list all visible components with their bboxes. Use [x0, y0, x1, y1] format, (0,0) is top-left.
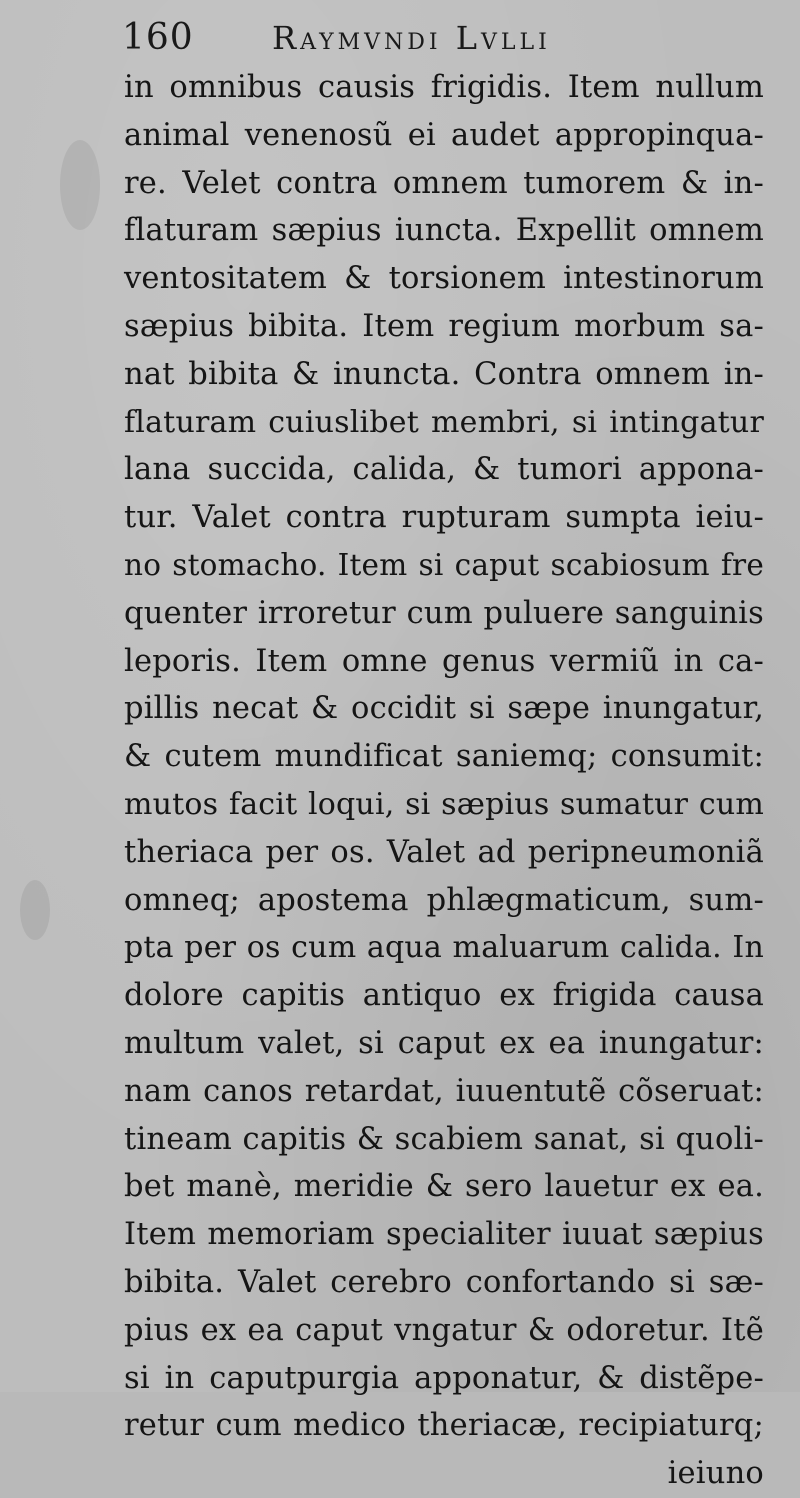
text-line: tineam capitis & scabiem sanat, si quoli- — [124, 1121, 764, 1157]
text-line: lana succida, calida, & tumori appona- — [124, 452, 764, 488]
text-line: retur cum medico theriacæ, recipiaturq; — [124, 1408, 764, 1444]
text-line: animal venenosũ ei audet appropinqua- — [124, 117, 764, 153]
text-line: quenter irroretur cum puluere sanguinis — [124, 595, 764, 631]
text-line: re. Velet contra omnem tumorem & in- — [124, 165, 764, 201]
text-line: omneq; apostema phlægmaticum, sum- — [124, 882, 764, 918]
text-line: pillis necat & occidit si sæpe inungatur, — [124, 691, 764, 727]
text-line: dolore capitis antiquo ex frigida causa — [124, 978, 764, 1014]
body-text — [124, 64, 764, 1498]
catchword: ieiuno — [667, 1456, 764, 1492]
text-line: pius ex ea caput vngatur & odoretur. Itẽ — [124, 1312, 764, 1348]
text-line: flaturam sæpius iuncta. Expellit omnem — [124, 213, 764, 249]
page-number: 160 — [122, 17, 194, 58]
text-line: bibita. Valet cerebro confortando si sæ- — [124, 1264, 764, 1300]
text-line: & cutem mundificat saniemq; consumit: — [124, 739, 764, 775]
text-line: in omnibus causis frigidis. Item nullum — [124, 70, 764, 105]
page-header — [122, 12, 762, 64]
paper-smudge — [20, 880, 50, 940]
text-line: tur. Valet contra rupturam sumpta ieiu- — [124, 500, 764, 536]
text-line: multum valet, si caput ex ea inungatur: — [124, 1025, 764, 1061]
text-line: theriaca per os. Valet ad peripneumoniã — [124, 834, 764, 870]
text-line: mutos facit loqui, si sæpius sumatur cum — [124, 786, 764, 822]
text-line: leporis. Item omne genus vermiũ in ca- — [124, 643, 764, 679]
text-line: Item memoriam specialiter iuuat sæpius — [124, 1217, 764, 1253]
text-line: bet manè, meridie & sero lauetur ex ea. — [124, 1169, 764, 1205]
text-line: flaturam cuiuslibet membri, si intingatur — [124, 404, 764, 440]
text-line: no stomacho. Item si caput scabiosum fre — [124, 547, 764, 582]
text-line: si in caputpurgia apponatur, & distẽpe- — [124, 1360, 764, 1396]
text-line: nat bibita & inuncta. Contra omnem in- — [124, 356, 764, 392]
text-line: nam canos retardat, iuuentutẽ cõseruat: — [124, 1073, 764, 1109]
text-line: sæpius bibita. Item regium morbum sa- — [124, 308, 764, 344]
text-line: pta per os cum aqua maluarum calida. In — [124, 930, 764, 966]
running-head: Raymvndi Lvlli — [272, 19, 551, 57]
paper-smudge — [60, 140, 100, 230]
text-line: ventositatem & torsionem intestinorum — [124, 261, 764, 297]
